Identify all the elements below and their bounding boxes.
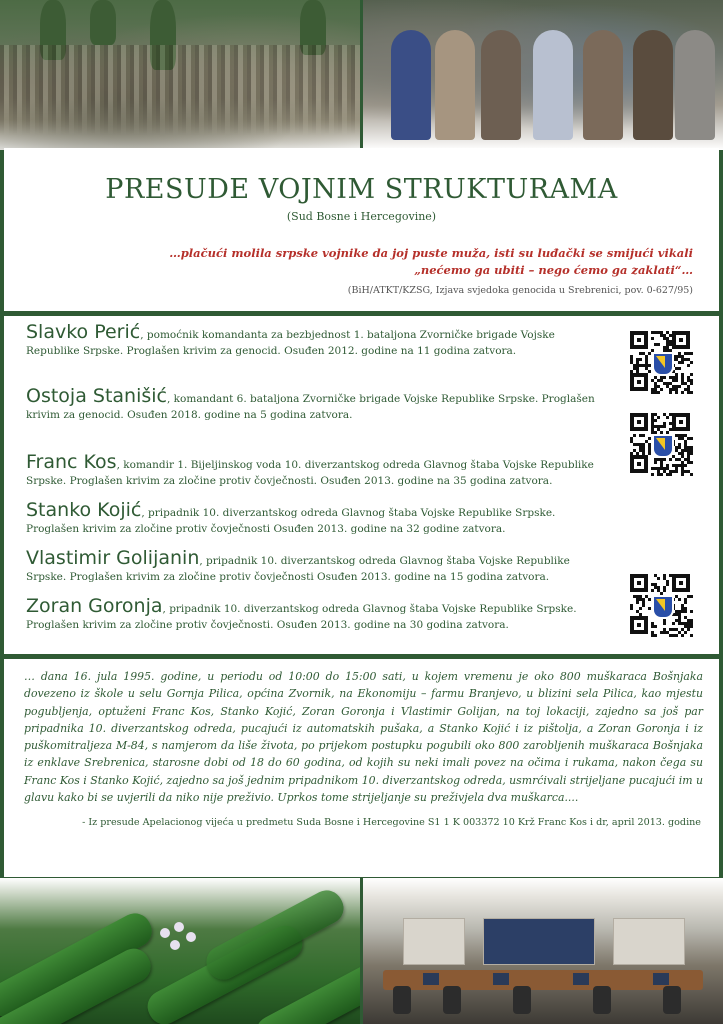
witness-quote-source: (BiH/ATKT/KZSG, Izjava svjedoka genocida u Srebrenici, pov. 0-627/95) bbox=[347, 285, 693, 296]
bih-shield-icon bbox=[652, 595, 674, 619]
verdict-source: - Iz presude Apelacionog vijeća u predmetu Suda Bosne i Hercegovine S1 1 K 003372 10 Krž Franc Kos i dr, april 2013. godine bbox=[82, 817, 701, 828]
convict-entry bbox=[26, 499, 611, 537]
page-subtitle: (Sud Bosne i Hercegovine) bbox=[286, 210, 437, 223]
bih-shield-icon bbox=[652, 352, 674, 376]
convict-details: , komandant 6. bataljona Zvorničke brigade Vojske Republike Srpske. Proglašen krivim za genocid. Osuđen 2018. godine na 5 godina zatvora. bbox=[26, 393, 595, 421]
convict-name: Ostoja Stanišić bbox=[26, 385, 167, 407]
convict-name: Franc Kos bbox=[26, 451, 117, 473]
page-title: PRESUDE VOJNIM STRUKTURAMA bbox=[105, 174, 618, 205]
convict-details: , pomoćnik komandanta za bezbjednost 1. bataljona Zvorničke brigade Vojske Republike Srpske. Proglašen krivim za genocid. Osuđen 2012. godine na 11 godina zatvora. bbox=[26, 329, 555, 357]
convict-details: , pripadnik 10. diverzantskog odreda Glavnog štaba Vojske Republike Srpske. Proglašen krivim za zločine protiv čovječnosti Osuđen 2013. godine na 32 godine zatvora. bbox=[26, 507, 556, 535]
convict-entry bbox=[26, 321, 611, 359]
witness-quote bbox=[133, 245, 693, 279]
convict-name: Vlastimir Golijanin bbox=[26, 547, 200, 569]
verdict-panel bbox=[4, 659, 719, 877]
convict-entry bbox=[26, 451, 611, 489]
convict-name: Stanko Kojić bbox=[26, 499, 142, 521]
refugees-photo bbox=[363, 0, 723, 150]
convict-entry bbox=[26, 595, 611, 633]
qr-code[interactable] bbox=[629, 573, 693, 637]
verdict-excerpt: … dana 16. jula 1995. godine, u periodu od 10:00 do 15:00 sati, u kojem vremenu je oko 800 muškaraca Bošnjaka dovezeno iz škole u selu Gornja Pilica, općina Zvornik, na Ekonomiju – farmu Branjevo, u blizini sela Pilica, kao mjestu pogubljenja, optuženi Franc Kos, Stanko Kojić, Zoran Goronja i Vlastimir Golijan, na toj lokaciji, zajedno sa još par pripadnika 10. diverzantskog odreda, pucajući iz automatskih pušaka, a Stanko Kojić i iz pištolja, a Zoran Goronja i iz puškomitraljeza M-84, s namjerom da liše života, po prijekom postupku pogubili oko 800 zarobljenih muškaraca Bošnjaka iz enklave Srebrenica, starosne dobi od 18 do 60 godina, od kojih su neki imali povez na očima i rukama, nakon čega su Franc Kos i Stanko Kojić, zajedno sa još jednim pripadnikom 10. diverzantskog odreda, usmrćivali strijeljane pucajući im u glavu kako bi se uvjerili da niko nije preživio. Uprkos tome strijeljanje su preživjela dva muškarca.... bbox=[24, 670, 703, 805]
graves-photo bbox=[0, 878, 360, 1024]
qr-code[interactable] bbox=[629, 412, 693, 476]
convict-details: , pripadnik 10. diverzantskog odreda Glavnog štaba Vojske Republike Srpske. Proglašen krivim za zločine protiv čovječnosti Osuđen 2013. godine na 15 godina zatvora. bbox=[26, 555, 570, 583]
header-panel bbox=[4, 148, 719, 311]
convict-details: , komandir 1. Bijeljinskog voda 10. diverzantskog odreda Glavnog štaba Vojske Republike Srpske. Proglašen krivim za zločine protiv čovječnosti. Osuđen 2013. godine na 35 godina zatvora. bbox=[26, 459, 594, 487]
witness-quote-line-2: „nećemo ga ubiti – nego ćemo ga zaklati“… bbox=[414, 263, 693, 277]
convict-details: , pripadnik 10. diverzantskog odreda Glavnog štaba Vojske Republike Srpske. Proglašen krivim za zločine protiv čovječnosti. Osuđen 2013. godine na 30 godina zatvora. bbox=[26, 603, 577, 631]
courtroom-photo bbox=[363, 878, 723, 1024]
convicts-panel bbox=[4, 316, 719, 654]
witness-quote-line-1: …plačući molila srpske vojnike da joj puste muža, isti su luđački se smijući vikali bbox=[169, 246, 693, 260]
bih-shield-icon bbox=[652, 434, 674, 458]
convict-entry bbox=[26, 547, 611, 585]
qr-code[interactable] bbox=[629, 330, 693, 394]
convict-name: Zoran Goronja bbox=[26, 595, 163, 617]
convict-entry bbox=[26, 385, 611, 423]
crowd-photo bbox=[0, 0, 360, 150]
convict-name: Slavko Perić bbox=[26, 321, 141, 343]
